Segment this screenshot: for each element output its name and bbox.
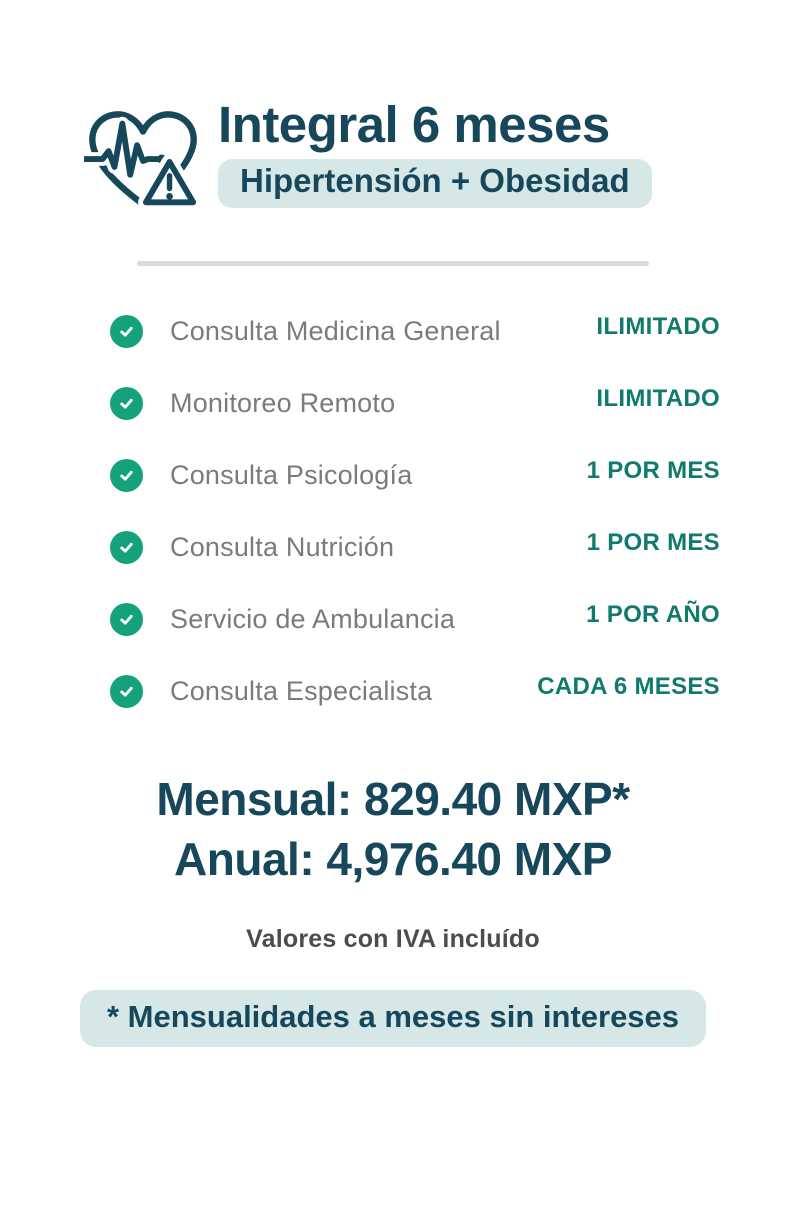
header-text	[218, 97, 652, 208]
feature-label: Consulta Nutrición	[170, 531, 395, 562]
feature-row-ambulancia	[0, 583, 786, 655]
plan-card	[0, 97, 786, 1217]
pricing-block	[0, 769, 786, 889]
feature-label: Consulta Psicología	[170, 459, 413, 490]
plan-header	[84, 97, 786, 221]
check-icon	[110, 603, 143, 636]
feature-label: Servicio de Ambulancia	[170, 603, 456, 634]
feature-label: Consulta Especialista	[170, 675, 433, 706]
feature-value: ILIMITADO	[596, 313, 720, 340]
feature-row-psicologia	[0, 439, 786, 511]
feature-value: CADA 6 MESES	[537, 673, 720, 700]
feature-label: Consulta Medicina General	[170, 315, 501, 346]
feature-row-monitoreo-remoto	[0, 367, 786, 439]
feature-row-nutricion	[0, 511, 786, 583]
feature-row-medicina-general	[0, 295, 786, 367]
feature-list	[0, 295, 786, 727]
feature-value: 1 POR AÑO	[586, 601, 720, 628]
condition-badge: Hipertensión + Obesidad	[218, 159, 652, 208]
feature-row-especialista	[0, 655, 786, 727]
check-icon	[110, 531, 143, 564]
feature-value: 1 POR MES	[586, 529, 720, 556]
check-icon	[110, 387, 143, 420]
divider	[137, 261, 649, 266]
check-icon	[110, 459, 143, 492]
page-title: Integral 6 meses	[218, 96, 610, 153]
check-icon	[110, 675, 143, 708]
feature-value: 1 POR MES	[586, 457, 720, 484]
vat-note: Valores con IVA incluído	[246, 925, 540, 953]
check-icon	[110, 315, 143, 348]
annual-price: Anual: 4,976.40 MXP	[174, 833, 612, 885]
monthly-price: Mensual: 829.40 MXP*	[156, 773, 630, 825]
feature-label: Monitoreo Remoto	[170, 387, 396, 418]
feature-value: ILIMITADO	[596, 385, 720, 412]
installments-badge: * Mensualidades a meses sin intereses	[80, 990, 706, 1047]
heart-ekg-warning-icon	[84, 99, 202, 221]
